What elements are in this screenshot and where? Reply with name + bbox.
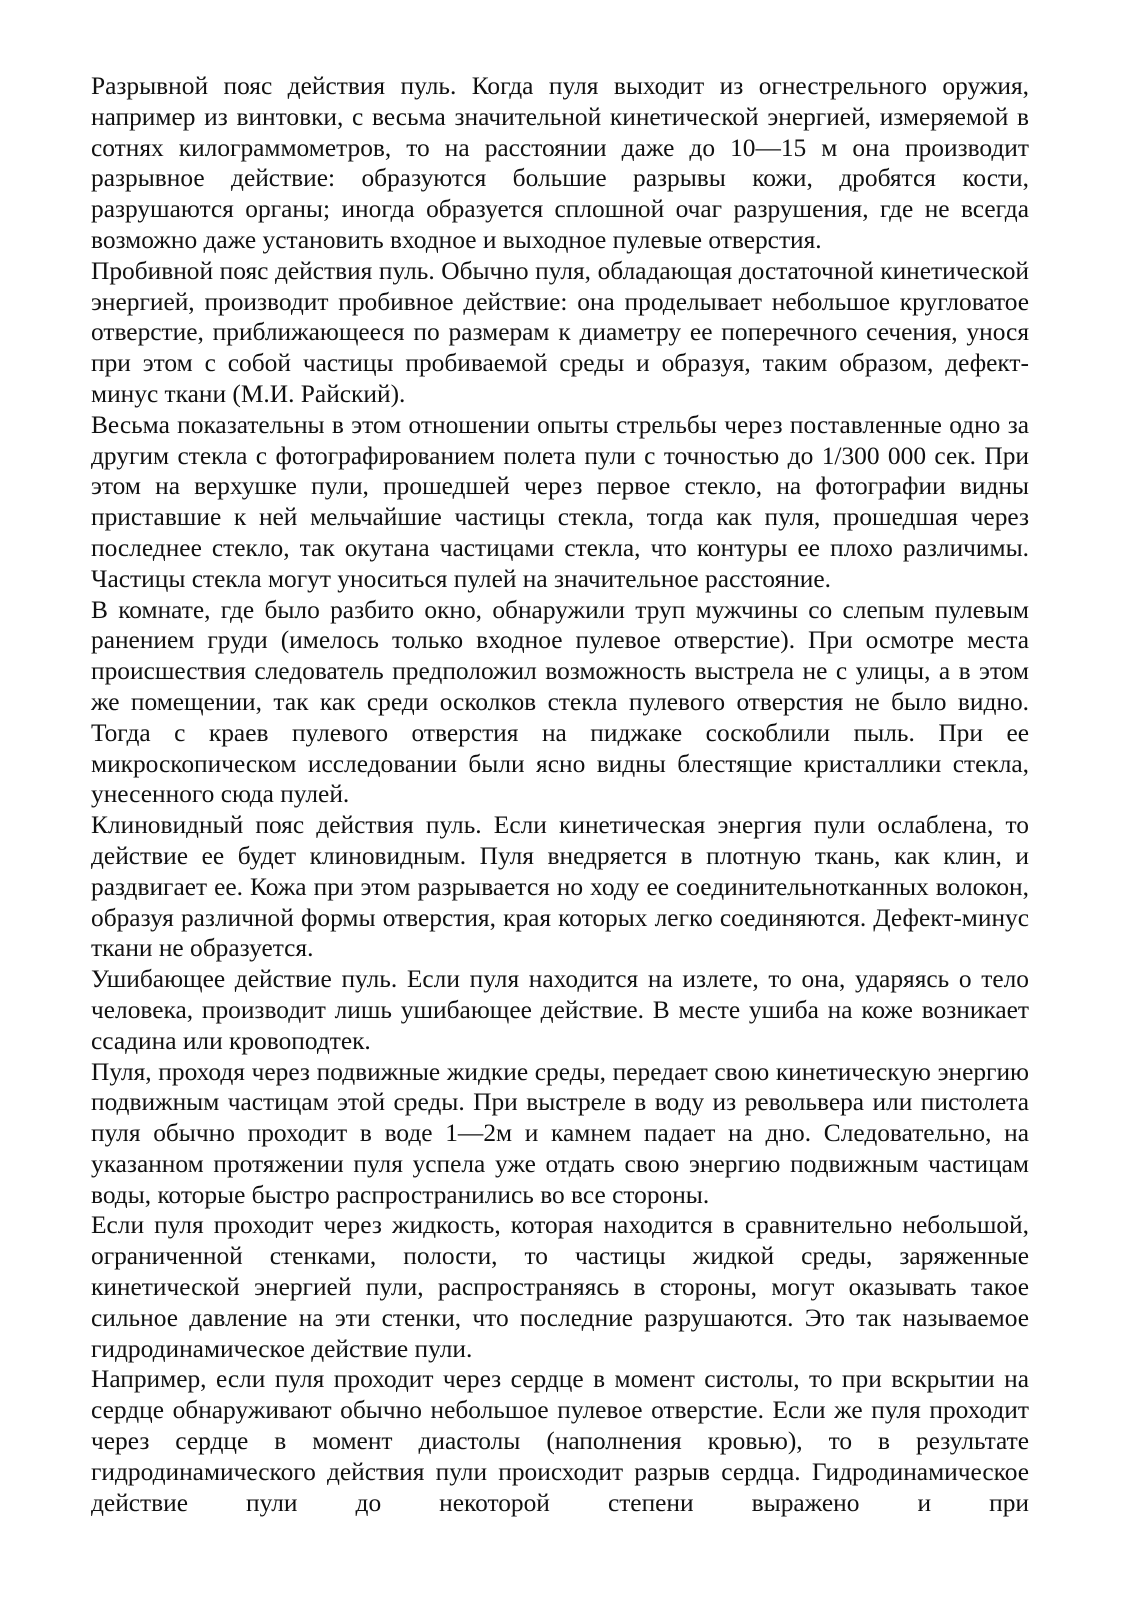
- body-text: [91, 71, 1029, 1518]
- paragraph-bruising-action: Ушибающее действие пуль. Если пуля находится на излете, то она, ударяясь о тело человека, производит лишь ушибающее действие. В месте ушиба на коже возникает ссадина или кровоподтек.: [91, 965, 1029, 1055]
- paragraph-wedge-zone: Клиновидный пояс действия пуль. Если кинетическая энергия пули ослаблена, то действие ее будет клиновидным. Пуля внедряется в плотную ткань, как клин, и раздвигает ее. Кожа при этом разрывается но ходу ее соединительнотканных волокон, образуя различной формы отверстия, края которых легко соединяются. Дефект-минус ткани не образуется.: [91, 811, 1029, 963]
- paragraph-heart-example: Например, если пуля проходит через сердце в момент систолы, то при вскрытии на сердце обнаруживают обычно небольшое пулевое отверстие. Если же пуля проходит через сердце в момент диастолы (наполнения кровью), то в результате гидродинамического действия пули происходит разрыв сердца. Гидродинамическое действие пули до некоторой степени выражено и при: [91, 1365, 1029, 1517]
- paragraph-hydrodynamic-action: Если пуля проходит через жидкость, которая находится в сравнительно небольшой, ограниченной стенками, полости, то частицы жидкой среды, заряженные кинетической энергией пули, распространяясь в стороны, могут оказывать такое сильное давление на эти стенки, что последние разрушаются. Это так называемое гидродинамическое действие пули.: [91, 1211, 1029, 1363]
- paragraph-explosive-zone: Разрывной пояс действия пуль. Когда пуля выходит из огнестрельного оружия, например из винтовки, с весьма значительной кинетической энергией, измеряемой в сотнях килограммометров, то на расстоянии даже до 10—15 м она производит разрывное действие: образуются большие разрывы кожи, дробятся кости, разрушаются органы; иногда образуется сплошной очаг разрушения, где не всегда возможно даже установить входное и выходное пулевые отверстия.: [91, 72, 1029, 254]
- paragraph-liquid-media: Пуля, проходя через подвижные жидкие среды, передает свою кинетическую энергию подвижным частицам этой среды. При выстреле в воду из револьвера или пистолета пуля обычно проходит в воде 1—2м и камнем падает на дно. Следовательно, на указанном протяжении пуля успела уже отдать свою энергию подвижным частицам воды, которые быстро распространились во все стороны.: [91, 1057, 1029, 1209]
- paragraph-piercing-zone: Пробивной пояс действия пуль. Обычно пуля, обладающая достаточной кинетической энергией, производит пробивное действие: она проделывает небольшое кругловатое отверстие, приближающееся по размерам к диаметру ее поперечного сечения, унося при этом с собой частицы пробиваемой среды и образуя, таким образом, дефект-минус ткани (М.И. Райский).: [91, 256, 1029, 408]
- paragraph-glass-experiment: Весьма показательны в этом отношении опыты стрельбы через поставленные одно за другим стекла с фотографированием полета пули с точностью до 1/300 000 сек. При этом на верхушке пули, прошедшей через первое стекло, на фотографии видны приставшие к ней мельчайшие частицы стекла, тогда как пуля, прошедшая через последнее стекло, так окутана частицами стекла, что контуры ее плохо различимы. Частицы стекла могут уноситься пулей на значительное расстояние.: [91, 410, 1029, 593]
- paragraph-room-case: В комнате, где было разбито окно, обнаружили труп мужчины со слепым пулевым ранением груди (имелось только входное пулевое отверстие). При осмотре места происшествия следователь предположил возможность выстрела не с улицы, а в этом же помещении, так как среди осколков стекла пулевого отверстия не было видно. Тогда с краев пулевого отверстия на пиджаке соскоблили пыль. При ее микроскопическом исследовании были ясно видны блестящие кристаллики стекла, унесенного сюда пулей.: [91, 595, 1029, 809]
